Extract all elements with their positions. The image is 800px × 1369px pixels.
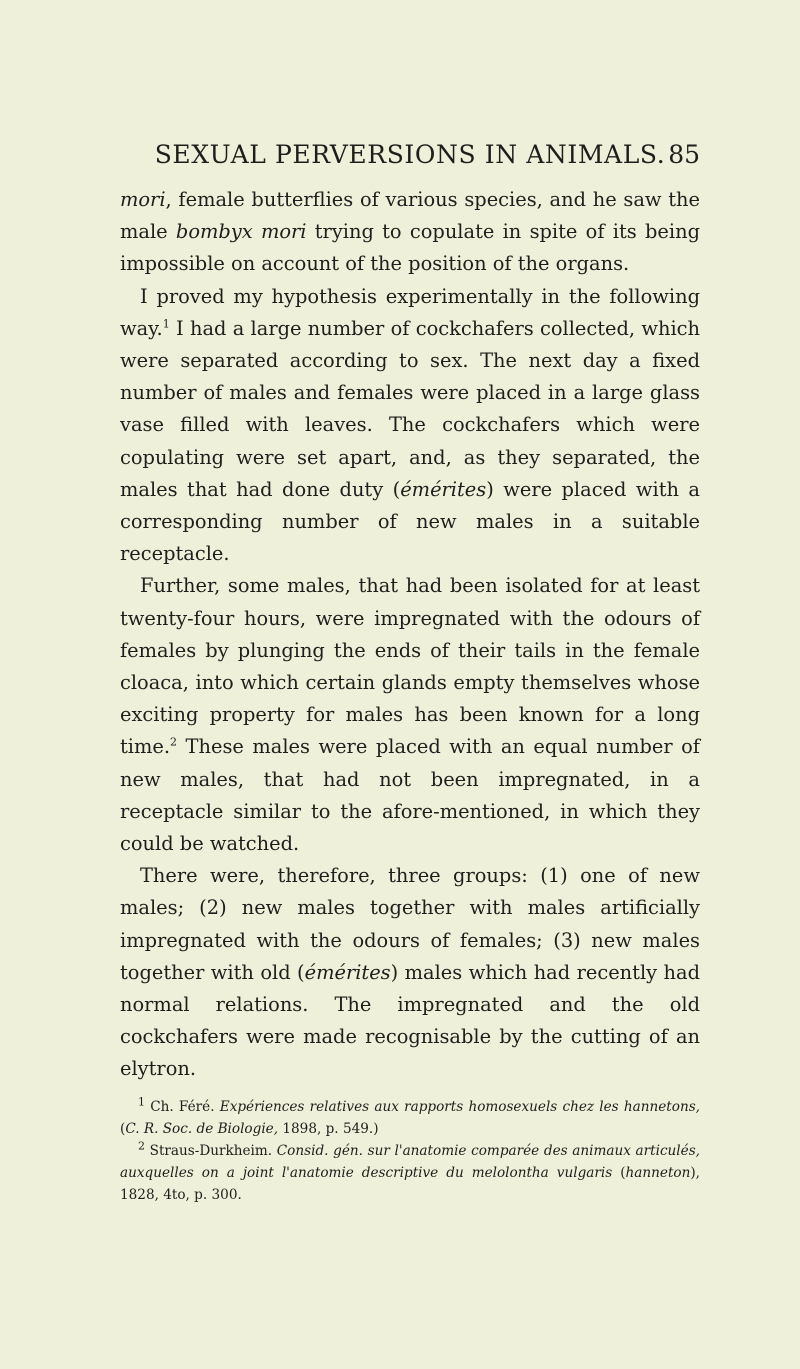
term-emerites: émérites <box>304 960 391 984</box>
species-name: mori <box>120 188 166 211</box>
page-number: 85 <box>668 140 700 169</box>
footnotes <box>120 1096 700 1206</box>
running-head: SEXUAL PERVERSIONS IN ANIMALS. <box>154 140 666 169</box>
body-text <box>120 184 700 1086</box>
paragraph-3: Further, some males, that had been isolated for at least twenty-four hours, were impregnated with the odours of females by plunging the ends of their tails in the female cloaca, into which certain glands empty themselves whose exciting property for males has been known for a long time.$^2$ These males were placed with an equal number of new males, that had not been impregnated, in a receptacle similar to the afore-mentioned, in which they could be watched. <box>120 574 700 856</box>
footnote-1: $^1$ Ch. Féré. Expériences relatives aux rapports homosexuels chez les hannetons, (C. R. Soc. de Biologie, 1898, p. 549.) <box>120 1095 701 1137</box>
paragraph-2: I proved my hypothesis experimentally in the following way.$^1$ I had a large number of cockchafers collected, which were separated according to sex. The next day a fixed number of males and females were placed in a large glass vase filled with leaves. The cockchafers which were copulating were set apart, and, as they separated, the males that had done duty (émérites) were placed with a corresponding number of new males in a suitable receptacle. <box>120 284 700 566</box>
term-emerites: émérites <box>400 477 487 501</box>
species-name: bombyx mori <box>175 220 307 244</box>
page-header <box>120 140 700 174</box>
footnote-ref-1: 1 <box>162 317 170 331</box>
paragraph-4: There were, therefore, three groups: (1) one of new males; (2) new males together with males artificially impregnated with the odours of females; (3) new males together with old (émérites) males which had recently had normal relations. The impregnated and the old cockchafers were made recognisable by the cutting of an elytron. <box>120 864 700 1081</box>
book-page <box>120 140 700 1206</box>
footnote-ref-2: 2 <box>170 735 178 749</box>
footnote-2: $^2$ Straus-Durkheim. Consid. gén. sur l'anatomie comparée des animaux articulés, auxquelles on a joint l'anatomie descriptive du melolontha vulgaris (hanneton), 1828, 4to, p. 300. <box>120 1139 701 1203</box>
paragraph-1: mori, female butterflies of various species, and he saw the male bombyx mori trying to copulate in spite of its being impossible on account of the position of the organs. <box>120 188 700 276</box>
